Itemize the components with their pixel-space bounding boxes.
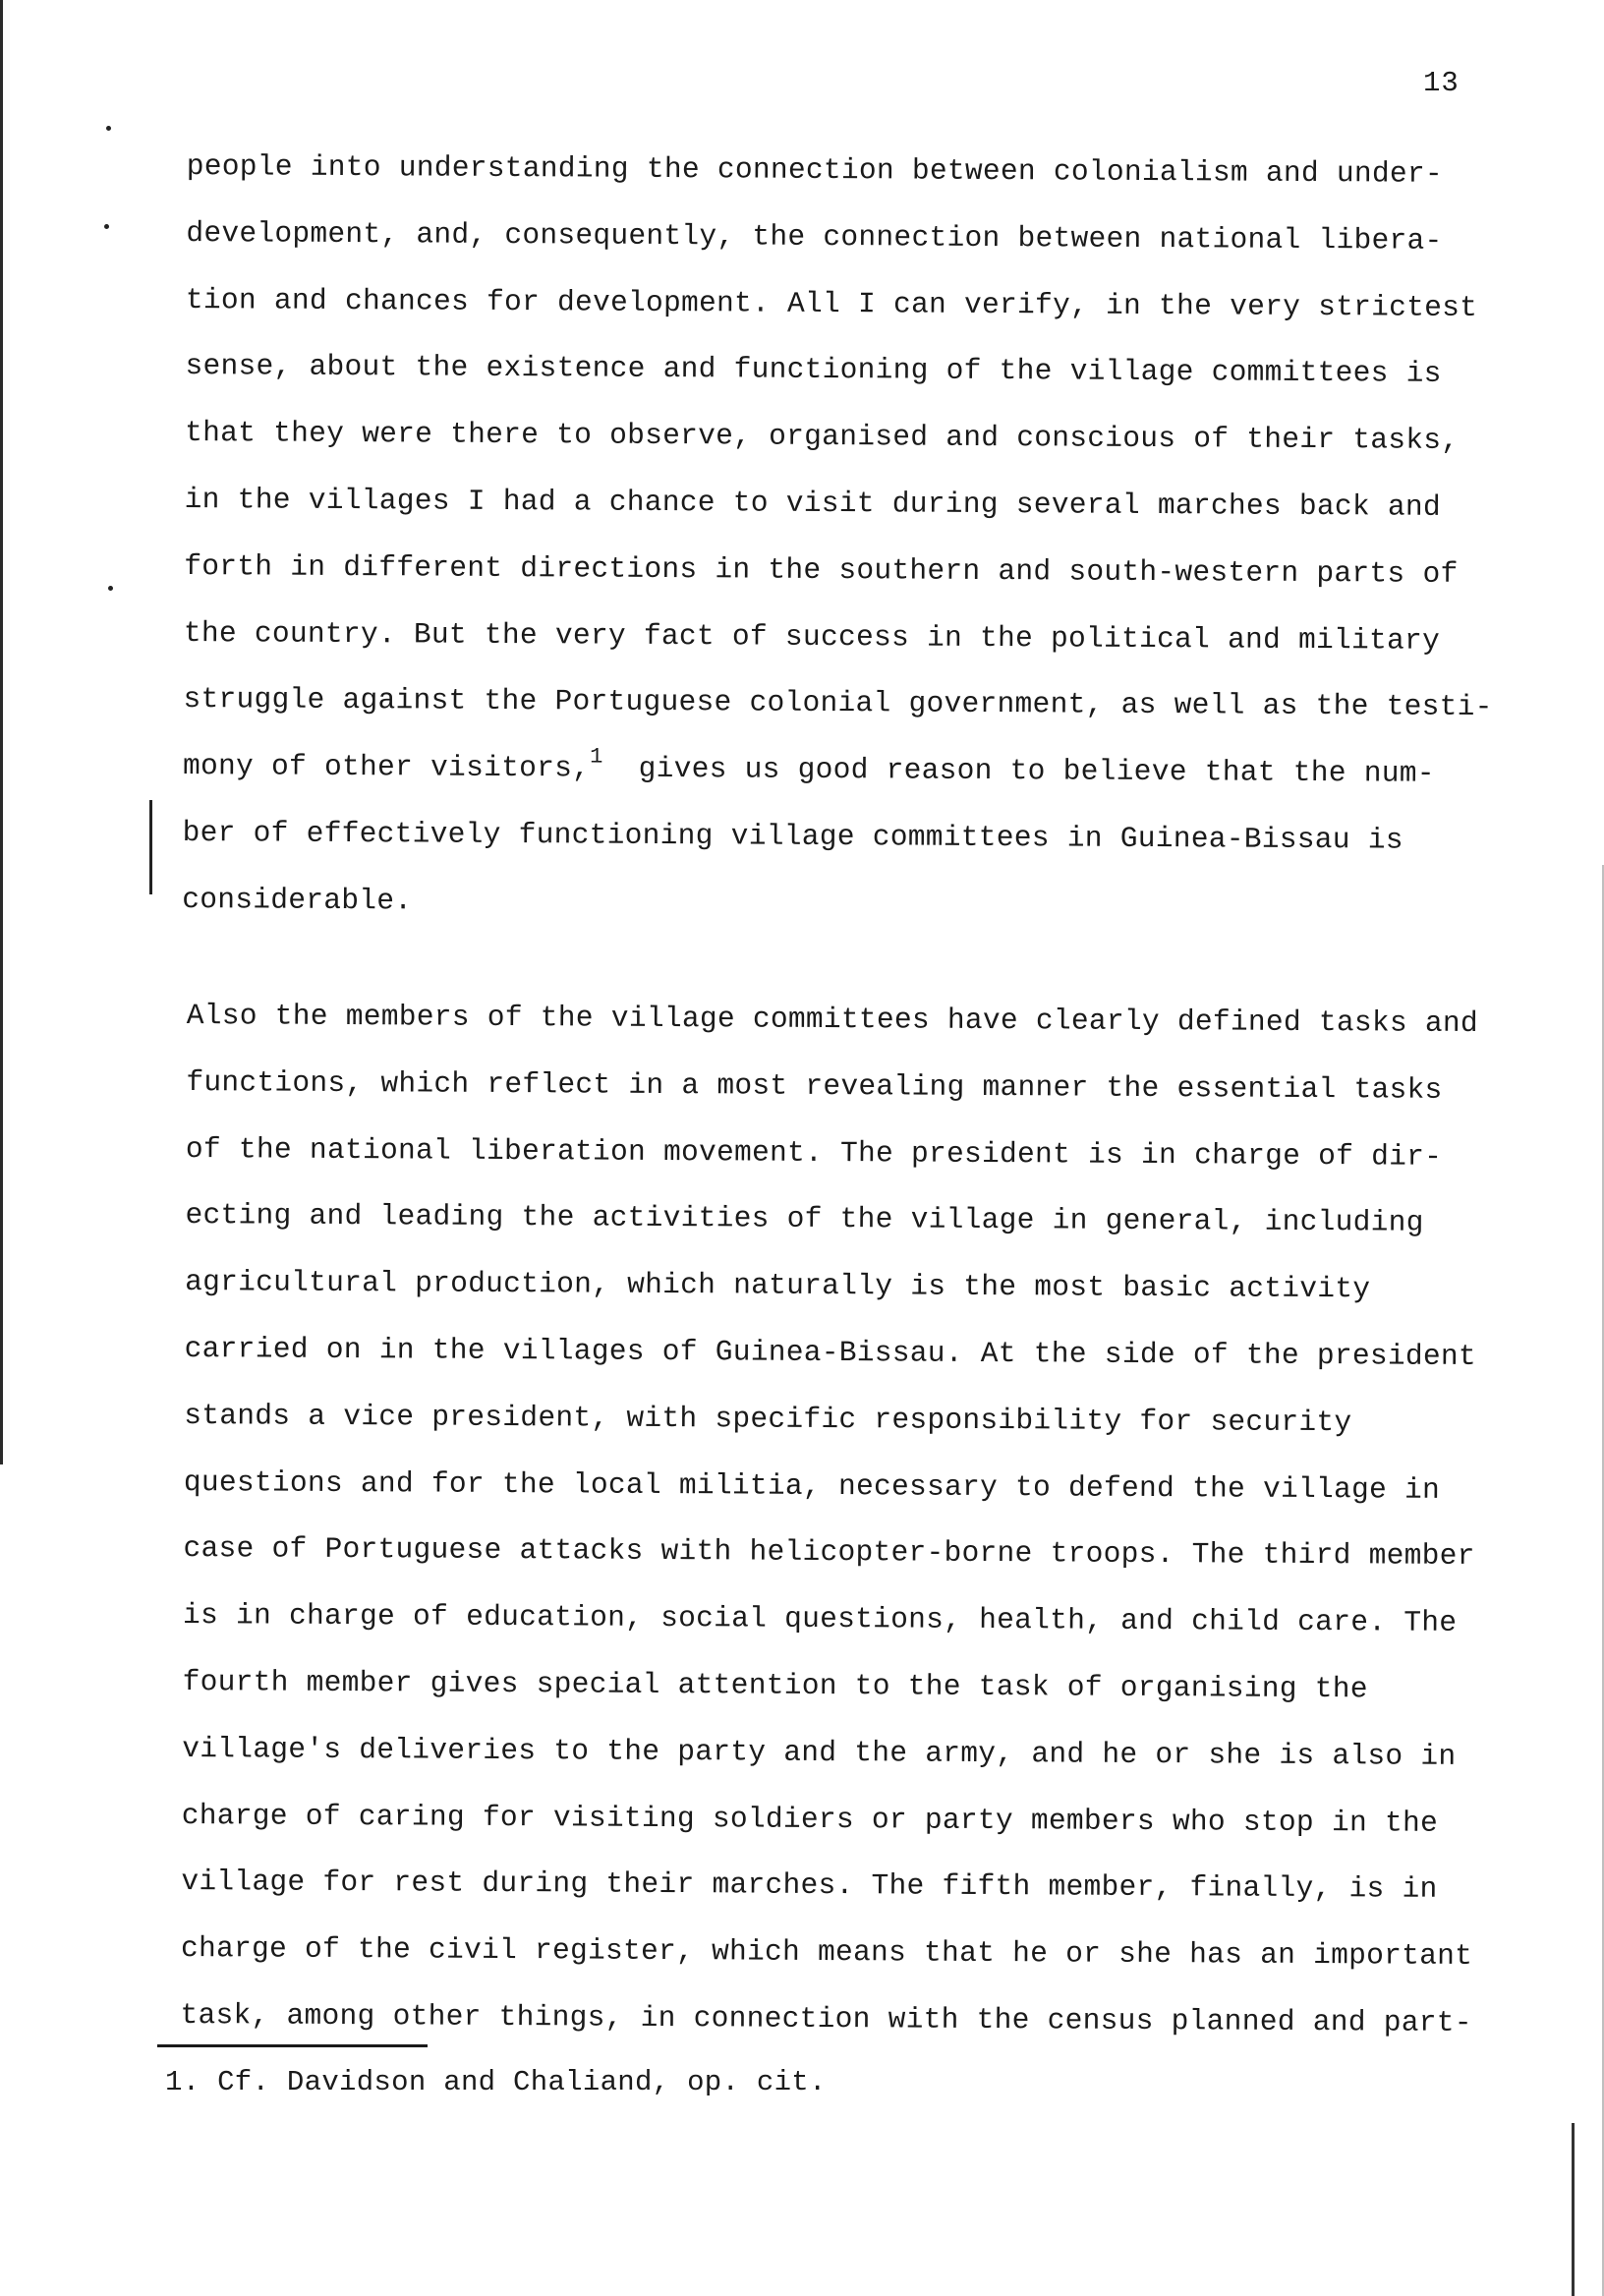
text-segment: gives us good reason to believe that the num- xyxy=(602,751,1435,790)
text-line: task, among other things, in connection with the census planned and part- xyxy=(180,1997,1472,2039)
text-line: considerable. xyxy=(182,882,413,918)
footnote-marker: 1 xyxy=(590,744,603,770)
scan-speck xyxy=(108,586,113,591)
text-line: fourth member gives special attention to the task of organising the xyxy=(182,1664,1368,1705)
text-line: stands a vice president, with specific responsibility for security xyxy=(184,1398,1352,1439)
text-line: of the national liberation movement. The president is in charge of dir- xyxy=(185,1131,1443,1173)
footnote-divider xyxy=(157,2044,428,2047)
body-text xyxy=(180,134,1504,2048)
text-line: functions, which reflect in a most revealing manner the essential tasks xyxy=(186,1064,1443,1107)
scan-edge-left xyxy=(0,0,3,1464)
text-line: sense, about the existence and functioning of the village committees is xyxy=(185,349,1442,391)
text-line: charge of the civil register, which means that he or she has an important xyxy=(180,1930,1473,1973)
text-line: is in charge of education, social questions, health, and child care. The xyxy=(182,1597,1458,1639)
text-line: questions and for the local militia, necessary to defend the village in xyxy=(183,1464,1441,1506)
margin-bar-mark xyxy=(149,800,152,894)
text-line: Also the members of the village committees have clearly defined tasks and xyxy=(186,998,1479,1040)
text-line: case of Portuguese attacks with helicopter-borne troops. The third member xyxy=(183,1530,1475,1573)
text-line: village for rest during their marches. The fifth member, finally, is in xyxy=(181,1864,1438,1906)
paragraph-2 xyxy=(180,983,1504,2057)
text-line-with-footnote xyxy=(183,733,1500,808)
text-line: village's deliveries to the party and the army, and he or she is also in xyxy=(182,1731,1457,1773)
text-line: development, and, consequently, the connection between national libera- xyxy=(186,215,1443,258)
text-line: ber of effectively functioning village committees in Guinea-Bissau is xyxy=(182,815,1404,857)
text-line: people into understanding the connection between colonialism and under- xyxy=(186,148,1444,191)
text-line: forth in different directions in the southern and south-western parts of xyxy=(184,548,1459,591)
text-line: that they were there to observe, organised and conscious of their tasks, xyxy=(185,416,1460,458)
scan-speck xyxy=(104,224,109,229)
text-line: agricultural production, which naturally is the most basic activity xyxy=(185,1264,1371,1306)
text-line: charge of caring for visiting soldiers or party members who stop in the xyxy=(181,1798,1439,1839)
text-line: tion and chances for development. All I can verify, in the very strictest xyxy=(185,282,1478,324)
footnote: 1. Cf. Davidson and Chaliand, op. cit. xyxy=(165,2066,827,2098)
text-line: carried on in the villages of Guinea-Bissau. At the side of the president xyxy=(184,1331,1477,1373)
scan-speck xyxy=(106,126,111,131)
page-number: 13 xyxy=(1423,67,1460,99)
text-line: struggle against the Portuguese colonial government, as well as the testi- xyxy=(183,682,1493,724)
text-line: the country. But the very fact of success in the political and military xyxy=(183,615,1441,658)
text-segment: mony of other visitors, xyxy=(182,749,591,785)
text-line: ecting and leading the activities of the village in general, including xyxy=(185,1197,1424,1239)
text-line: in the villages I had a chance to visit during several marches back and xyxy=(184,482,1442,524)
paragraph-1 xyxy=(182,134,1504,942)
scan-edge-right-mark xyxy=(1572,2123,1575,2296)
